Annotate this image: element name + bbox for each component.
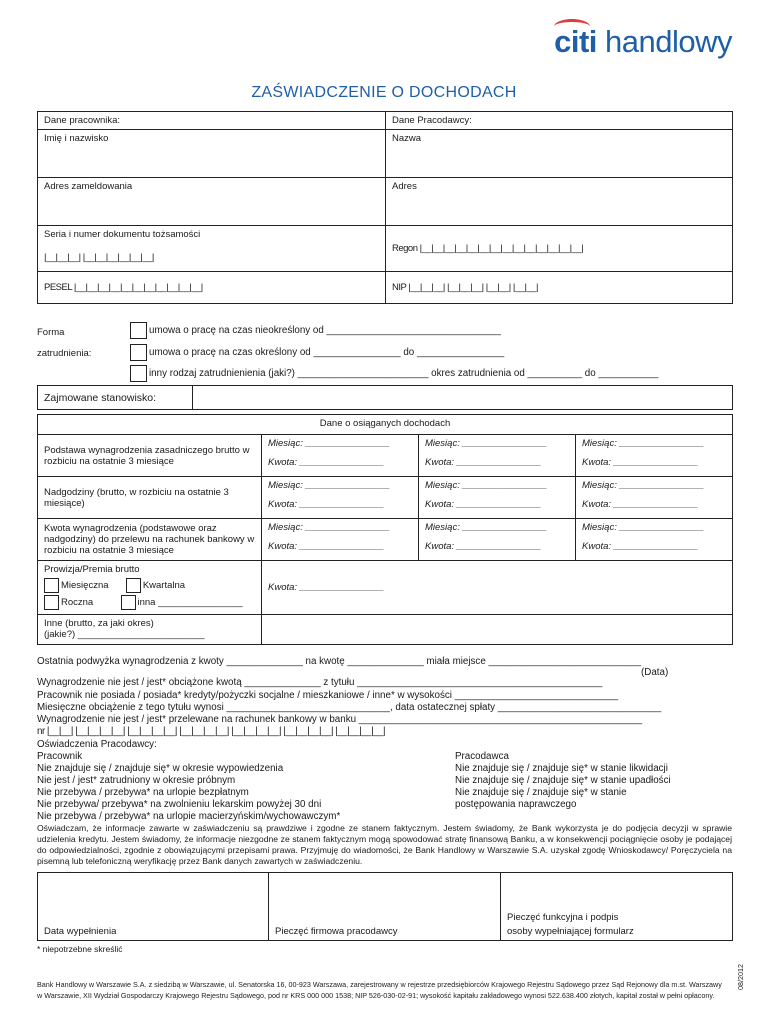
employee-name-label: Imię i nazwisko <box>44 133 109 144</box>
transfer-line: Wynagrodzenie nie jest / jest* przelewane na rachunek bankowy w banku ____________________________________________________ <box>37 714 643 725</box>
employee-address-label: Adres zameldowania <box>44 181 133 192</box>
employee-name-field[interactable] <box>38 130 386 178</box>
checkbox-fixed[interactable] <box>130 344 147 361</box>
company-stamp-label: Pieczęć firmowa pracodawcy <box>275 926 398 937</box>
employment-label-1: Forma <box>37 327 65 338</box>
signature-table <box>37 872 733 941</box>
amount-field: Kwota: ________________ <box>582 499 699 510</box>
employer-declarations-list <box>455 763 671 811</box>
employment-option-indefinite[interactable] <box>130 322 501 339</box>
id-document-boxes: |__|__|__| |__|__|__|__|__|__| <box>44 252 154 263</box>
amount-field: Kwota: ________________ <box>582 541 699 552</box>
checkbox-other[interactable] <box>130 365 147 382</box>
income-row-other <box>38 615 262 645</box>
month-field: Miesiąc: ________________ <box>425 438 548 449</box>
month-field: Miesiąc: ________________ <box>582 522 705 533</box>
position-label: Zajmowane stanowisko: <box>38 386 193 410</box>
functional-stamp-label-2: osoby wypełniającej formularz <box>507 926 634 937</box>
parties-table <box>37 111 733 304</box>
checkbox-quarterly[interactable] <box>126 578 141 593</box>
raise-line: Ostatnia podwyżka wynagrodzenia z kwoty ______________ na kwotę ______________ miała miejsce ____________________________ <box>37 656 642 667</box>
employment-label-2: zatrudnienia: <box>37 348 92 359</box>
employer-name-field[interactable] <box>386 130 733 178</box>
employment-option-other[interactable] <box>130 365 658 382</box>
amount-field: Kwota: ________________ <box>582 457 699 468</box>
month-field: Miesiąc: ________________ <box>582 438 705 449</box>
declaration-statement: Oświadczam, że informacje zawarte w zaświadczeniu są prawdziwe i zgodne ze stanem faktycznym. Jestem świadomy, że Bank wykorzysta je do podjęcia decyzji w sprawie udzielenia kredytu. Jestem świadomy, że informacje niezgodne ze stanem faktycznym mogą spowodować stratę finansową Banku, a w konsekwencji pociągnięcie osoby je podającej do odpowiedzialności, zgodnie z obowiązującymi przepisami prawa. Przyjmuję do wiadomości, że Bank Handlowy w Warszawie S.A. uzyskał zgodę Wnioskodawcy/ Poręczyciela na pisemną lub telefoniczną weryfikację przez Bank danych zawartych w zaświadczeniu. <box>37 823 732 866</box>
employment-option-fixed[interactable] <box>130 344 504 361</box>
other-income-cell[interactable] <box>262 615 733 645</box>
bonus-amount-field: Kwota: ________________ <box>268 582 385 593</box>
income-cell[interactable] <box>576 435 733 477</box>
income-row-bonus <box>38 561 262 615</box>
employee-address-field[interactable] <box>38 178 386 226</box>
month-field: Miesiąc: ________________ <box>582 480 705 491</box>
employee-declarations-list <box>37 763 340 823</box>
employee-declaration-item: Nie jest / jest* zatrudniony w okresie próbnym <box>37 775 236 786</box>
income-row-transfer-label: Kwota wynagrodzenia (podstawowe oraz nadgodziny) do przelewu na rachunek bankowy w rozbiciu na ostatnie 3 miesiące <box>38 519 262 561</box>
position-input[interactable] <box>193 386 733 410</box>
logo-citi-text: citi <box>554 24 597 59</box>
income-cell[interactable] <box>262 477 419 519</box>
checkbox-yearly[interactable] <box>44 595 59 610</box>
footer-line-1: Bank Handlowy w Warszawie S.A. z siedzibą w Warszawie, ul. Senatorska 16, 00-923 Warszawa, zarejestrowany w rejestrze przedsiębiorców Krajowego Rejestru Sądowego przez Sąd Rejonowy dla m.st. Warszawy <box>37 980 722 989</box>
income-header: Dane o osiąganych dochodach <box>38 415 733 435</box>
functional-stamp-label-1: Pieczęć funkcyjna i podpis <box>507 912 619 923</box>
bonus-title: Prowizja/Premia brutto <box>44 564 140 575</box>
loans-line: Pracownik nie posiada / posiada* kredyty/pożyczki socjalne / mieszkaniowe / inne* w wysokości ______________________________ <box>37 690 619 701</box>
citi-handlowy-logo <box>554 24 732 60</box>
income-cell[interactable] <box>576 477 733 519</box>
employer-declaration-item: Nie znajduje się / znajduje się* w stanie likwidacji <box>455 763 668 774</box>
month-field: Miesiąc: ________________ <box>268 480 391 491</box>
bonus-amount-cell[interactable] <box>262 561 733 615</box>
employer-name-label: Nazwa <box>392 133 422 144</box>
declarations-title: Oświadczenia Pracodawcy: <box>37 739 157 750</box>
employer-header: Dane Pracodawcy: <box>386 112 733 130</box>
employment-option-indefinite-text: umowa o pracę na czas nieokreślony od ________________________________ <box>149 325 501 337</box>
income-row-overtime-label: Nadgodziny (brutto, w rozbiciu na ostatnie 3 miesiące) <box>38 477 262 519</box>
nip-label: NIP |__|__|__| |__|__|__| |__|__| |__|__| <box>392 282 538 293</box>
employer-declarations-title: Pracodawca <box>455 751 509 762</box>
nip-field[interactable] <box>386 272 733 304</box>
id-document-field[interactable] <box>38 226 386 272</box>
position-table <box>37 385 733 410</box>
employee-declaration-item: Nie przebywa/ przebywa* na zwolnieniu lekarskim powyżej 30 dni <box>37 799 322 810</box>
employee-declaration-item: Nie przebywa / przebywa* na urlopie bezpłatnym <box>37 787 249 798</box>
regon-label: Regon |__|__|__|__|__|__|__|__|__|__|__|__|__|__| <box>392 243 584 254</box>
amount-field: Kwota: ________________ <box>268 541 385 552</box>
checkbox-monthly[interactable] <box>44 578 59 593</box>
income-row-base-label: Podstawa wynagrodzenia zasadniczego brutto w rozbiciu na ostatnie 3 miesiące <box>38 435 262 477</box>
income-table <box>37 414 733 645</box>
other-income-sub: (jakie?) ________________________ <box>44 629 205 640</box>
employer-declaration-item: Nie znajduje się / znajduje się* w stanie <box>455 787 627 798</box>
amount-field: Kwota: ________________ <box>268 457 385 468</box>
encumbered-line: Wynagrodzenie nie jest / jest* obciążone kwotą ______________ z tytułu _____________________________________________ <box>37 677 603 688</box>
bonus-yearly-label: Roczna <box>61 597 94 609</box>
employee-header: Dane pracownika: <box>38 112 386 130</box>
logo-handlowy-text: handlowy <box>605 24 732 59</box>
month-field: Miesiąc: ________________ <box>425 480 548 491</box>
id-document-label: Seria i numer dokumentu tożsamości <box>44 229 201 240</box>
bonus-other-label: inna ________________ <box>137 597 243 609</box>
raise-date-label: (Data) <box>641 667 669 678</box>
checkbox-indefinite[interactable] <box>130 322 147 339</box>
employee-declaration-item: Nie przebywa / przebywa* na urlopie macierzyńskim/wychowawczym* <box>37 811 341 822</box>
income-cell[interactable] <box>262 435 419 477</box>
income-cell[interactable] <box>419 435 576 477</box>
amount-field: Kwota: ________________ <box>425 499 542 510</box>
bonus-quarterly-label: Kwartalna <box>142 580 186 592</box>
date-filled-cell[interactable] <box>38 873 269 941</box>
employee-declarations-title: Pracownik <box>37 751 83 762</box>
month-field: Miesiąc: ________________ <box>425 522 548 533</box>
account-number-line: nr |__|__| |__|__|__|__| |__|__|__|__| |__|__|__|__| |__|__|__|__| |__|__|__|__| |__|__|__|__| <box>37 726 386 737</box>
income-cell[interactable] <box>262 519 419 561</box>
employer-address-label: Adres <box>392 181 417 192</box>
amount-field: Kwota: ________________ <box>268 499 385 510</box>
employer-address-field[interactable] <box>386 178 733 226</box>
amount-field: Kwota: ________________ <box>425 457 542 468</box>
checkbox-other-bonus[interactable] <box>121 595 136 610</box>
company-stamp-cell[interactable] <box>269 873 501 941</box>
page-title: ZAŚWIADCZENIE O DOCHODACH <box>251 84 517 101</box>
date-filled-label: Data wypełnienia <box>44 926 117 937</box>
employee-declaration-item: Nie znajduje się / znajduje się* w okresie wypowiedzenia <box>37 763 284 774</box>
month-field: Miesiąc: ________________ <box>268 438 391 449</box>
income-cell[interactable] <box>419 519 576 561</box>
pesel-field[interactable] <box>38 272 386 304</box>
footer-line-2: w Warszawie, XII Wydział Gospodarczy Krajowego Rejestru Sądowego, pod nr KRS 000 000 1538; NIP 526-030-02-91; wysokość kapitału zakładowego wynosi 522.638.400 złotych, kapitał został w pełni opłacony. <box>37 991 715 1000</box>
employment-option-fixed-text: umowa o pracę na czas określony od ________________ do ________________ <box>149 347 505 359</box>
employment-option-other-text: inny rodzaj zatrudnienienia (jaki?) ________________________ okres zatrudnienia od __________ do ___________ <box>149 368 659 380</box>
functional-stamp-cell[interactable] <box>501 873 733 941</box>
regon-field[interactable] <box>386 226 733 272</box>
month-field: Miesiąc: ________________ <box>268 522 391 533</box>
pesel-label: PESEL |__|__|__|__|__|__|__|__|__|__|__| <box>44 282 203 293</box>
other-income-title: Inne (brutto, za jaki okres) <box>44 618 154 629</box>
employer-declaration-item: Nie znajduje się / znajduje się* w stanie upadłości <box>455 775 671 786</box>
monthly-charge-line: Miesięczne obciążenie z tego tytułu wynosi ______________________________, data ostatecznej spłaty ______________________________ <box>37 702 662 713</box>
income-cell[interactable] <box>576 519 733 561</box>
version-code: 08/2012 <box>736 964 745 990</box>
income-cell[interactable] <box>419 477 576 519</box>
footnote: * niepotrzebne skreślić <box>37 944 123 954</box>
logo-arc <box>554 19 590 34</box>
amount-field: Kwota: ________________ <box>425 541 542 552</box>
employer-declaration-item: postępowania naprawczego <box>455 799 577 810</box>
bonus-monthly-label: Miesięczna <box>61 580 109 592</box>
